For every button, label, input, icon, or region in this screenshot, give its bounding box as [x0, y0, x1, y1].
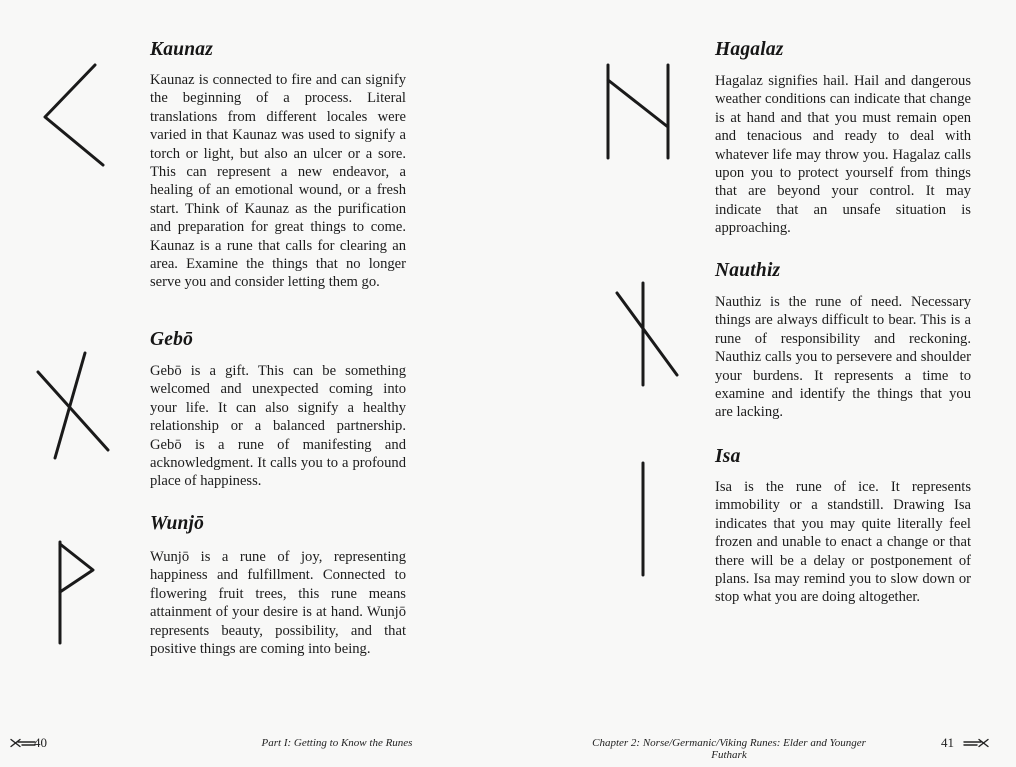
- section-heading-kaunaz: Kaunaz: [150, 39, 213, 60]
- page-number-left: 40: [34, 735, 47, 750]
- page-number-right: 41: [941, 735, 954, 750]
- section-heading-wunjo: Wunjō: [150, 513, 205, 534]
- section-heading-isa: Isa: [715, 446, 741, 467]
- section-body-isa: Isa is the rune of ice. It represents immobility or a standstill. Drawing Isa indicates that you may quite literally feel frozen and unable to enact a change or that there will be a delay or postponement of plans. Isa may remind you to slow down or stop what you are doing altogether.: [715, 479, 971, 606]
- hagalaz-rune-icon: [603, 62, 673, 162]
- section-body-hagalaz: Hagalaz signifies hail. Hail and dangerous weather conditions can indicate that change is at hand and that you must remain open and tenacious and ready to deal with whatever life may throw you. Hagalaz calls upon you to protect yourself from things that are beyond your control. It may indicate that an unsafe situation is approaching.: [715, 73, 971, 237]
- section-heading-hagalaz: Hagalaz: [715, 39, 784, 60]
- gebo-rune-icon: [35, 348, 115, 463]
- section-body-nauthiz: Nauthiz is the rune of need. Necessary things are always difficult to bear. This is a rune of responsibility and reckoning. Nauthiz calls you to persevere and shoulder your burdens. It represents a time to examine and identify the things that you are lacking.: [715, 294, 971, 421]
- running-footer-left: Part I: Getting to Know the Runes: [261, 737, 413, 749]
- kaunaz-rune-icon: [38, 60, 110, 170]
- left-arrow-ornament-icon: [10, 738, 36, 749]
- section-body-gebo: Gebō is a gift. This can be something welcomed and unexpected coming into your life. It can also signify a healthy relationship or a balanced partnership. Gebō is a rune of manifesting and acknowledgment. It calls you to a profound place of happiness.: [150, 363, 406, 490]
- wunjo-rune-icon: [55, 538, 100, 648]
- right-arrow-ornament-icon: [963, 738, 989, 749]
- section-heading-gebo: Gebō: [150, 329, 194, 350]
- isa-rune-icon: [637, 460, 649, 578]
- section-heading-nauthiz: Nauthiz: [715, 260, 781, 281]
- running-footer-right: Chapter 2: Norse/Germanic/Viking Runes: Elder and Younger Futhark: [592, 737, 866, 761]
- section-body-wunjo: Wunjō is a rune of joy, representing happiness and fulfillment. Connected to flowering fruit trees, this rune means attainment of your desire is at hand. Wunjō represents beauty, possibility, and that positive things are coming into being.: [150, 549, 406, 658]
- section-body-kaunaz: Kaunaz is connected to fire and can signify the beginning of a process. Literal translations from different locales were varied in that Kaunaz was used to signify a torch or light, but also an ulcer or a sore. This can represent a new endeavor, a healing of an emotional wound, or a fresh start. Think of Kaunaz as the purification and preparation for great things to come. Kaunaz is a rune that calls for clearing an area. Examine the things that no longer serve you and consider letting them go.: [150, 72, 406, 291]
- nauthiz-rune-icon: [612, 280, 682, 390]
